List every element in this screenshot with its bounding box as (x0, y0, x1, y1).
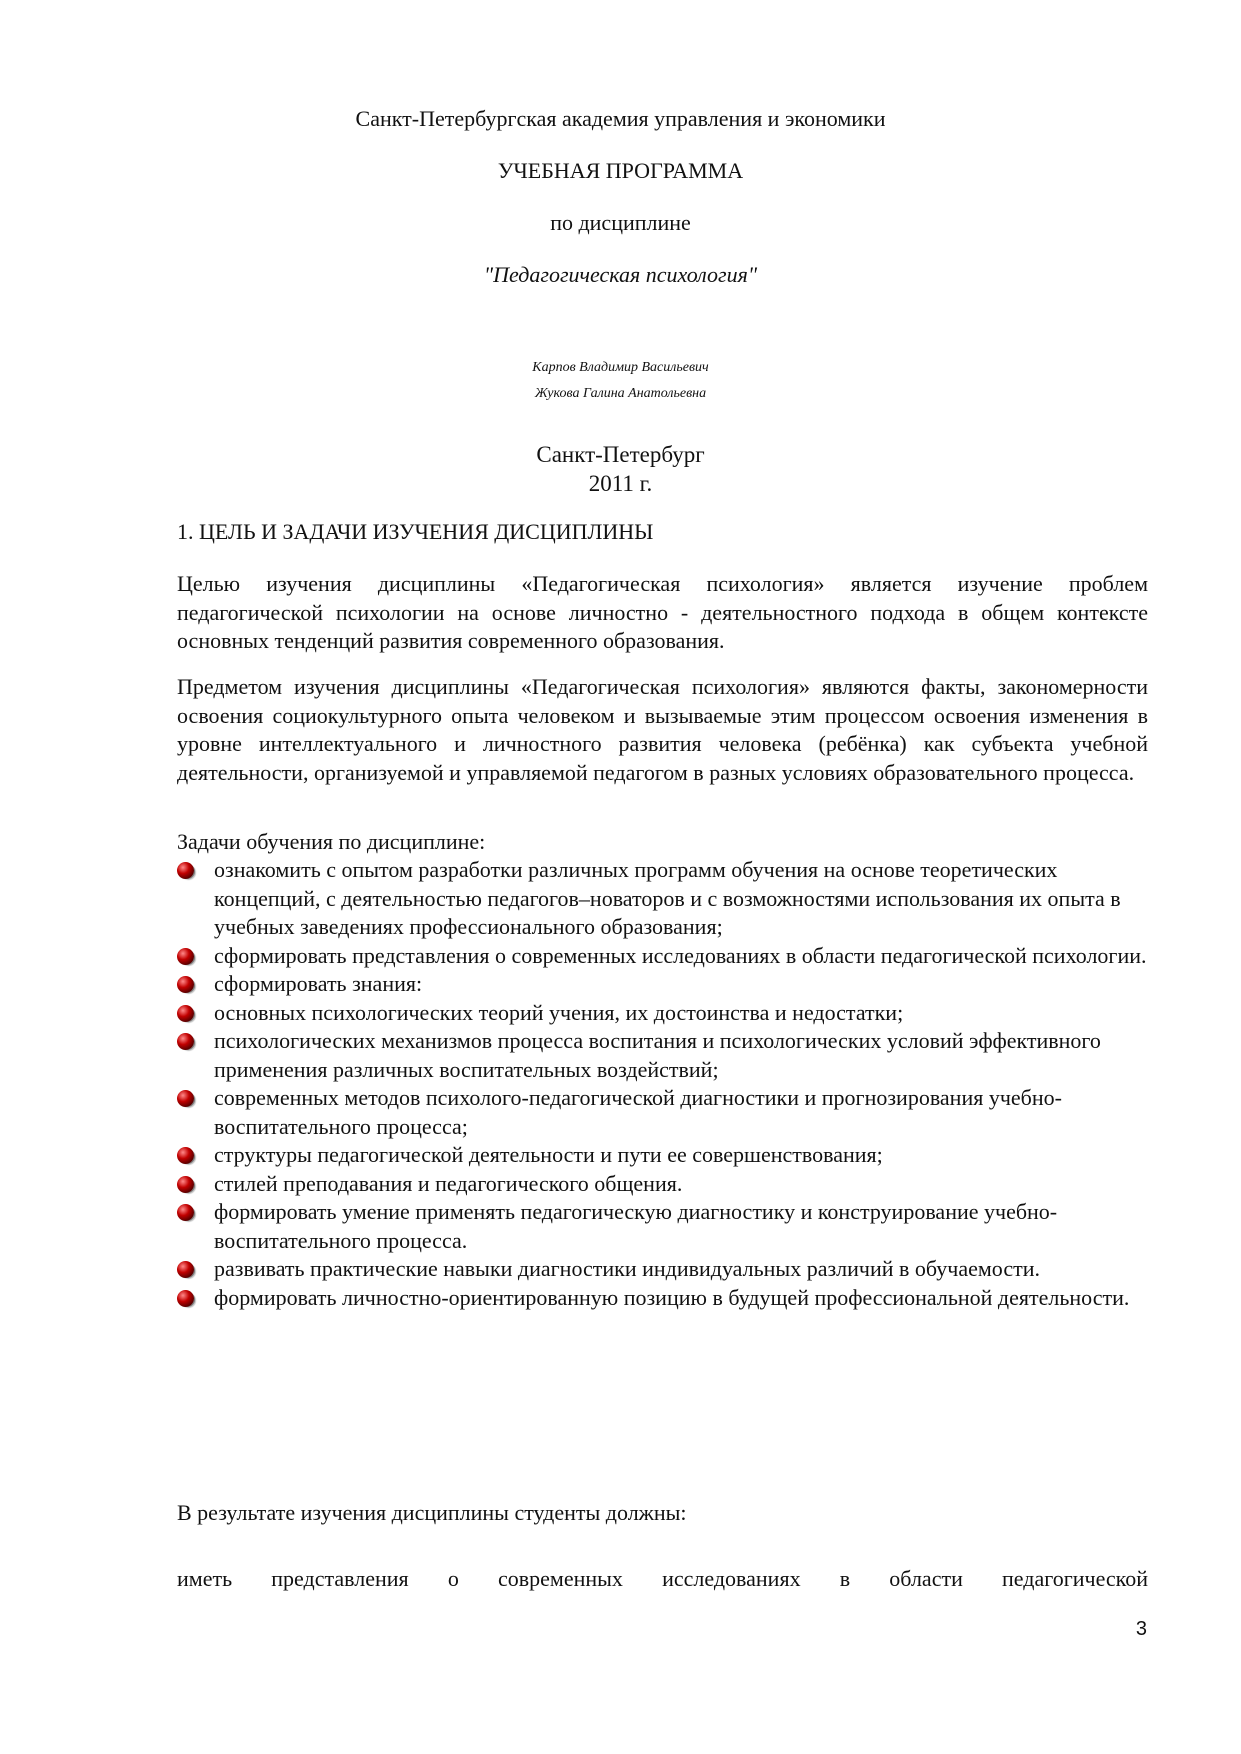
subject-paragraph: Предметом изучения дисциплины «Педагогическая психология» являются факты, закономерности освоения социокультурного опыта человеком и вызываемые этим процессом освоения изменения в уровне интеллектуального и личностного развития человека (ребёнка) как субъекта учебной деятельности, организуемой и управляемой педагогом в разных условиях образовательного процесса. (177, 674, 1148, 785)
red-ball-bullet-icon (177, 976, 194, 993)
red-ball-bullet-icon (177, 862, 194, 879)
list-item: формировать личностно-ориентированную позицию в будущей профессиональной деятельности. (177, 1284, 1148, 1313)
tasks-list (177, 856, 1148, 1312)
red-ball-bullet-icon (177, 1090, 194, 1107)
section-heading: 1. ЦЕЛЬ И ЗАДАЧИ ИЗУЧЕНИЯ ДИСЦИПЛИНЫ (177, 519, 654, 544)
list-item: психологических механизмов процесса воспитания и психологических условий эффективного применения различных воспитательных воздействий; (177, 1027, 1148, 1084)
red-ball-bullet-icon (177, 1261, 194, 1278)
page-number: 3 (1135, 1618, 1147, 1640)
city: Санкт-Петербург (536, 442, 705, 467)
red-ball-bullet-icon (177, 1005, 194, 1022)
document-subtitle: по дисциплине (550, 210, 691, 235)
institution-name: Санкт-Петербургская академия управления и экономики (355, 106, 886, 131)
results-label: В результате изучения дисциплины студенты должны: (177, 1500, 687, 1525)
list-item: сформировать знания: (177, 970, 1148, 999)
discipline-title: "Педагогическая психология" (483, 262, 758, 287)
author-1: Карпов Владимир Васильевич (532, 360, 709, 375)
list-item: развивать практические навыки диагностики индивидуальных различий в обучаемости. (177, 1255, 1148, 1284)
tasks-label: Задачи обучения по дисциплине: (177, 829, 486, 854)
year: 2011 г. (588, 471, 653, 496)
goal-paragraph: Целью изучения дисциплины «Педагогическая психология» является изучение проблем педагогической психологии на основе личностно - деятельностного подхода в общем контексте основных тенденций развития современного образования. (177, 571, 1148, 653)
list-item: современных методов психолого-педагогической диагностики и прогнозирования учебно-воспитательного процесса; (177, 1084, 1148, 1141)
list-item: ознакомить с опытом разработки различных программ обучения на основе теоретических концепций, с деятельностью педагогов–новаторов и с возможностями использования их опыта в учебных заведениях профессионального образования; (177, 856, 1148, 942)
results-first-line: иметь представления о современных исследованиях в области педагогической (177, 1566, 1148, 1591)
red-ball-bullet-icon (177, 1033, 194, 1050)
list-item: сформировать представления о современных исследованиях в области педагогической психологии. (177, 942, 1148, 971)
list-item: формировать умение применять педагогическую диагностику и конструирование учебно-воспитательного процесса. (177, 1198, 1148, 1255)
document-type: УЧЕБНАЯ ПРОГРАММА (497, 158, 744, 183)
list-item: структуры педагогической деятельности и пути ее совершенствования; (177, 1141, 1148, 1170)
list-item: основных психологических теорий учения, их достоинства и недостатки; (177, 999, 1148, 1028)
red-ball-bullet-icon (177, 1204, 194, 1221)
list-item: стилей преподавания и педагогического общения. (177, 1170, 1148, 1199)
red-ball-bullet-icon (177, 1290, 194, 1307)
red-ball-bullet-icon (177, 948, 194, 965)
red-ball-bullet-icon (177, 1147, 194, 1164)
author-2: Жукова Галина Анатольевна (534, 386, 707, 401)
red-ball-bullet-icon (177, 1176, 194, 1193)
